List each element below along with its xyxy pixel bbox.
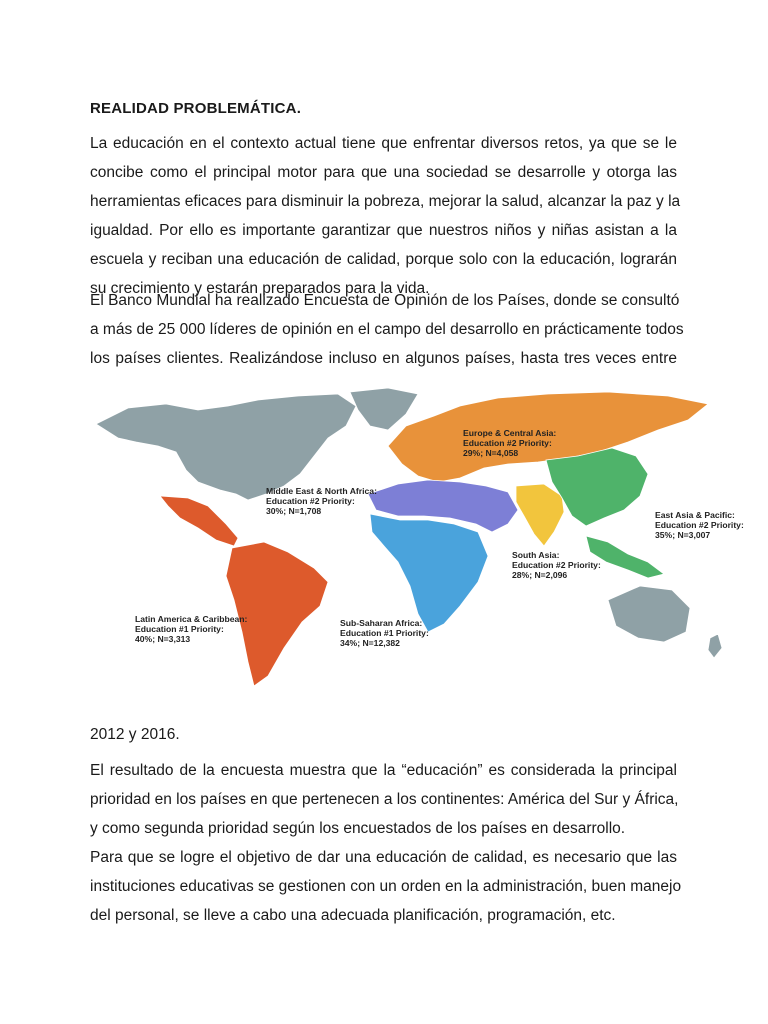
paragraph-line: La educación en el contexto actual tiene que enfrentar diversos retos, ya que se le: [90, 135, 677, 152]
label-latin-america-caribbean: [135, 614, 247, 644]
paragraph-line: igualdad. Por ello es importante garantizar que nuestros niños y niñas asistan a la: [90, 222, 677, 239]
region-greenland: [350, 388, 418, 430]
region-new-zealand: [708, 634, 722, 658]
label-line: Education #1 Priority:: [135, 624, 224, 634]
label-line: Education #2 Priority:: [512, 560, 601, 570]
label-line: East Asia & Pacific:: [655, 510, 735, 520]
paragraph-line: instituciones educativas se gestionen con un orden en la administración, buen manejo: [90, 878, 682, 895]
label-line: 34%; N=12,382: [340, 638, 400, 648]
label-line: 35%; N=3,007: [655, 530, 711, 540]
label-europe-central-asia: [463, 428, 556, 458]
paragraph-line: prioridad en los países en que pertenecen a los continentes: América del Sur y África,: [90, 791, 679, 808]
paragraph-line: El Banco Mundial ha realizado Encuesta de Opinión de los Países, donde se consultó: [90, 292, 680, 309]
region-sub-saharan-africa: [370, 514, 488, 632]
label-line: Middle East & North Africa:: [266, 486, 377, 496]
label-line: Europe & Central Asia:: [463, 428, 557, 438]
label-line: 40%; N=3,313: [135, 634, 191, 644]
paragraph-line: herramientas eficaces para disminuir la pobreza, mejorar la salud, alcanzar la paz y la: [90, 193, 681, 210]
paragraph-line: concibe como el principal motor para que una sociedad se desarrolle y otorga las: [90, 164, 677, 181]
world-map-figure: [88, 386, 753, 692]
paragraph-line: del personal, se lleve a cabo una adecuada planificación, programación, etc.: [90, 907, 616, 924]
label-line: Education #2 Priority:: [463, 438, 552, 448]
paragraph-conclusion: [90, 843, 682, 930]
region-north-america: [96, 394, 356, 500]
region-australia: [608, 586, 690, 642]
paragraph-results: [90, 756, 677, 843]
paragraph-line: los países clientes. Realizándose incluso en algunos países, hasta tres veces entre: [90, 350, 677, 367]
paragraph-years: 2012 y 2016.: [90, 726, 180, 743]
label-south-asia: [512, 550, 601, 580]
label-middle-east-north-africa: [266, 486, 377, 516]
label-line: 28%; N=2,096: [512, 570, 568, 580]
label-line: Education #2 Priority:: [655, 520, 744, 530]
label-line: Education #1 Priority:: [340, 628, 429, 638]
paragraph-line: El resultado de la encuesta muestra que la “educación” es considerada la principal: [90, 762, 677, 779]
paragraph-line: a más de 25 000 líderes de opinión en el campo del desarrollo en prácticamente todos: [90, 321, 684, 338]
label-line: Education #2 Priority:: [266, 496, 355, 506]
label-line: Sub-Saharan Africa:: [340, 618, 423, 628]
paragraph-intro: [90, 129, 681, 303]
paragraph-line: su crecimiento y estarán preparados para la vida.: [90, 280, 430, 297]
region-central-america: [160, 496, 238, 546]
section-heading: REALIDAD PROBLEMÁTICA.: [90, 100, 302, 117]
label-line: South Asia:: [512, 550, 560, 560]
paragraph-line: escuela y reciban una educación de calidad, porque solo con la educación, lograrán: [90, 251, 677, 268]
label-line: 29%; N=4,058: [463, 448, 519, 458]
region-south-asia: [516, 484, 564, 546]
paragraph-line: Para que se logre el objetivo de dar una educación de calidad, es necesario que las: [90, 849, 677, 866]
label-sub-saharan-africa: [340, 618, 429, 648]
paragraph-line: y como segunda prioridad según los encuestados de los países en desarrollo.: [90, 820, 626, 837]
label-line: 30%; N=1,708: [266, 506, 322, 516]
label-east-asia-pacific: [655, 510, 744, 540]
paragraph-world-bank: [90, 286, 684, 373]
label-line: Latin America & Caribbean:: [135, 614, 248, 624]
